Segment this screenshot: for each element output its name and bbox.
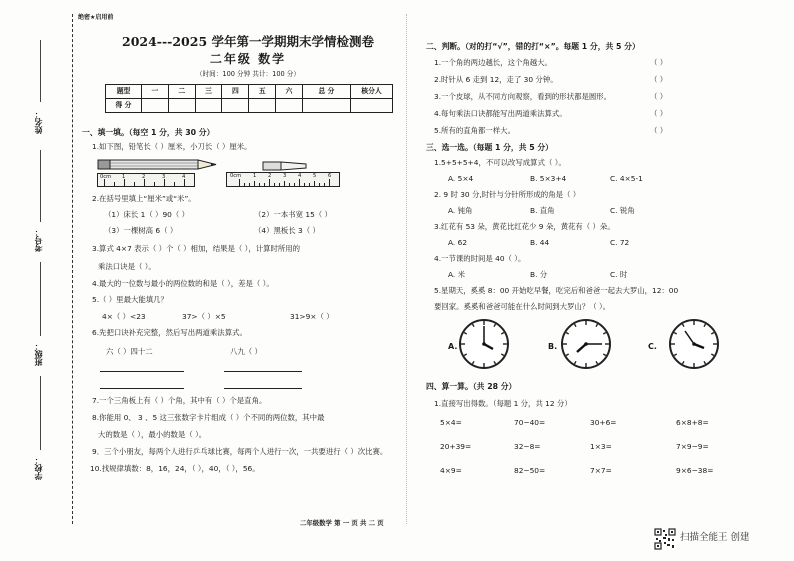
school-blank: [40, 376, 41, 450]
score-table: [105, 84, 393, 113]
judge-2-answer[interactable]: （ ）: [650, 75, 668, 84]
question-9: 9．三个小朋友，每两个人进行乒乓球比赛，每两个人进行一次，一共要进行（ ）次比赛。: [92, 447, 388, 456]
clock-a[interactable]: [458, 318, 510, 370]
judge-4-answer[interactable]: （ ）: [650, 109, 668, 118]
choice-4-option-c[interactable]: C. 时: [610, 270, 628, 279]
answer-line[interactable]: [100, 388, 184, 389]
question-10: 10.找规律填数：8，16，24，（ ），40，（ ），56。: [90, 464, 260, 473]
choice-2-option-a[interactable]: A. 钝角: [448, 206, 473, 215]
section-4-heading: 四、算一算。（共 28 分）: [426, 382, 517, 391]
calc-item[interactable]: 7×7=: [590, 466, 612, 475]
score-cell: 一: [142, 85, 169, 99]
choice-3: 3.红花有 53 朵，黄花比红花少 9 朵，黄花有（ ）朵。: [434, 222, 615, 231]
ruler-1-label: 3: [162, 174, 166, 180]
ruler-2-label: 3: [283, 173, 287, 179]
score-cell: 核分人: [351, 85, 393, 99]
question-8: 8.你能用 0、 3 、5 这三张数字卡片组成（ ）个不同的两位数，其中最: [92, 413, 325, 422]
clock-c-label: C.: [648, 342, 657, 351]
pencil-image: [96, 157, 220, 173]
page-footer: 二年级数学 第 一 页 共 二 页: [300, 519, 384, 527]
score-cell: 四: [222, 85, 249, 99]
class-label: 班级：: [34, 342, 43, 366]
score-cell: 五: [249, 85, 276, 99]
question-3-cont: 乘法口诀是（ ）。: [98, 262, 156, 271]
question-7: 7.一个三角板上有（ ）个角，其中有（ ）个是直角。: [92, 396, 267, 405]
choice-2: 2. 9 时 30 分,时针与分针所形成的角是（ ）: [434, 190, 581, 199]
answer-line[interactable]: [100, 371, 184, 372]
score-input[interactable]: [195, 99, 222, 113]
ruler-2-label-cm: 0cm: [230, 173, 242, 179]
score-input[interactable]: [142, 99, 169, 113]
exam-number-label: 考号：: [34, 228, 43, 252]
judge-5: 5.所有的直角都一样大。: [434, 126, 515, 135]
calc-item[interactable]: 4×9=: [440, 466, 462, 475]
question-2-4: （4）黑板长 3（ ）: [254, 226, 320, 235]
choice-4-option-b[interactable]: B. 分: [530, 270, 548, 279]
calc-item[interactable]: 20+39=: [440, 442, 472, 451]
judge-4: 4.每句乘法口诀都能写出两道乘法算式。: [434, 109, 567, 118]
question-8-cont: 大的数是（ ），最小的数是（ ）。: [98, 430, 207, 439]
question-3: 3.算式 4×7 表示（ ）个（ ）相加，结果是（ ），计算时所用的: [92, 244, 301, 253]
score-input[interactable]: [222, 99, 249, 113]
ruler-2-label: 2: [268, 173, 272, 179]
calc-item[interactable]: 82−50=: [514, 466, 546, 475]
score-input[interactable]: [351, 99, 393, 113]
score-input[interactable]: [249, 99, 276, 113]
choice-1: 1.5+5+5+4，不可以改写成算式（ ）。: [434, 158, 566, 167]
score-input[interactable]: [168, 99, 195, 113]
calc-item[interactable]: 32−8=: [514, 442, 541, 451]
ruler-1-label-cm: 0cm: [100, 174, 112, 180]
ruler-1-label: 1: [122, 174, 126, 180]
question-2-3: （3）一棵树高 6（ ）: [104, 226, 178, 235]
ruler-2-label: 4: [298, 173, 302, 179]
choice-5: 5.星期天，奚奚 8：00 开始吃早餐，吃完后和爸爸一起去大罗山，12：00: [434, 286, 679, 295]
judge-1-answer[interactable]: （ ）: [650, 58, 668, 67]
ruler-1: [97, 173, 195, 187]
choice-3-option-a[interactable]: A. 62: [448, 238, 468, 247]
score-cell: 得 分: [106, 99, 142, 113]
choice-3-option-b[interactable]: B. 44: [530, 238, 550, 247]
score-cell: 题型: [106, 85, 142, 99]
question-2-2: （2）一本书宽 15（ ）: [254, 210, 332, 219]
clock-c[interactable]: [668, 318, 720, 370]
ruler-2-label: 5: [313, 173, 317, 179]
exam-title: 2024---2025 学年第一学期期末学情检测卷: [122, 34, 374, 49]
question-6-b: 八九（ ）: [230, 347, 262, 356]
judge-3: 3.一个皮球，从不同方向观察，看到的形状都是圆形。: [434, 92, 612, 101]
ruler-2-label: 1: [253, 173, 257, 179]
section-3-heading: 三、选一选。（每题 1 分，共 5 分）: [426, 143, 553, 152]
score-values-row: [106, 99, 393, 113]
question-1: 1.如下图，铅笔长（ ）厘米，小刀长（ ）厘米。: [92, 142, 252, 151]
answer-line[interactable]: [224, 388, 302, 389]
clock-b[interactable]: [560, 318, 612, 370]
qr-code-icon: [654, 528, 676, 550]
calc-item[interactable]: 7×9−9=: [676, 442, 709, 451]
calc-item[interactable]: 70−40=: [514, 418, 546, 427]
question-5-c: 31>9×（ ）: [290, 312, 334, 321]
exam-subtitle: 二年级 数学: [209, 52, 287, 66]
judge-1: 1.一个角的两边越长，这个角越大。: [434, 58, 552, 67]
section-1-heading: 一、填一填。（每空 1 分，共 30 分）: [82, 128, 215, 137]
judge-5-answer[interactable]: （ ）: [650, 126, 668, 135]
question-4: 4.最大的一位数与最小的两位数的和是（ ），差是（ ）。: [92, 279, 274, 288]
clock-a-label: A.: [448, 342, 458, 351]
calc-item[interactable]: 5×4=: [440, 418, 462, 427]
question-5: 5.（ ）里最大能填几？: [92, 295, 168, 304]
calc-item[interactable]: 30+6=: [590, 418, 617, 427]
choice-4-option-a[interactable]: A. 米: [448, 270, 466, 279]
question-5-a: 4×（ ）<23: [102, 312, 146, 321]
confidential-mark: 绝密★启用前: [78, 14, 114, 21]
choice-4: 4.一节课的时间是 40（ ）。: [434, 254, 526, 263]
class-blank: [40, 262, 41, 336]
question-2-1: （1）床长 1（ ）90（ ）: [104, 210, 189, 219]
choice-5-cont: 要回家。奚奚和爸爸可能在什么时间到大罗山？（ ）。: [434, 302, 611, 311]
time-info: （时间：100 分钟 共计：100 分）: [196, 70, 300, 78]
score-cell: 二: [168, 85, 195, 99]
column-divider: [406, 14, 407, 524]
ruler-1-label: 2: [142, 174, 146, 180]
question-2: 2.在括号里填上“厘米”或“米”。: [92, 194, 196, 203]
choice-2-option-b[interactable]: B. 直角: [530, 206, 555, 215]
question-6-a: 六（ ）四十二: [106, 347, 153, 356]
choice-1-option-a[interactable]: A. 5×4: [448, 174, 474, 183]
judge-2: 2.时针从 6 走到 12，走了 30 分钟。: [434, 75, 558, 84]
clock-b-label: B.: [548, 342, 558, 351]
calc-item[interactable]: 6×8+8=: [676, 418, 709, 427]
knife-image: [262, 160, 308, 172]
answer-line[interactable]: [224, 371, 302, 372]
judge-3-answer[interactable]: （ ）: [650, 92, 668, 101]
question-6: 6.先把口诀补充完整，然后写出两道乘法算式。: [92, 328, 247, 337]
choice-1-option-b[interactable]: B. 5×3+4: [530, 174, 567, 183]
question-5-b: 37>（ ）×5: [182, 312, 226, 321]
section-2-heading: 二、判断。（对的打“√”，错的打“×”。每题 1 分，共 5 分）: [426, 42, 640, 51]
scanner-brand: 扫描全能王 创建: [680, 532, 750, 543]
score-cell: 总 分: [303, 85, 351, 99]
choice-2-option-c[interactable]: C. 锐角: [610, 206, 635, 215]
name-blank: [40, 40, 41, 102]
choice-3-option-c[interactable]: C. 72: [610, 238, 630, 247]
ruler-1-label: 4: [182, 174, 186, 180]
score-input[interactable]: [303, 99, 351, 113]
score-header-row: [106, 85, 393, 99]
score-input[interactable]: [276, 99, 303, 113]
choice-1-option-c[interactable]: C. 4×5-1: [610, 174, 643, 183]
school-label: 学校：: [34, 456, 43, 480]
score-cell: 六: [276, 85, 303, 99]
name-label: 姓名：: [34, 110, 43, 134]
calc-item[interactable]: 1×3=: [590, 442, 612, 451]
calc-item[interactable]: 9×6−38=: [676, 466, 714, 475]
exam-number-blank: [40, 150, 41, 222]
score-cell: 三: [195, 85, 222, 99]
binding-line: [72, 14, 73, 524]
calc-title: 1.直接写出得数。（每题 1 分，共 12 分）: [434, 399, 572, 408]
ruler-2-label: 6: [328, 173, 332, 179]
